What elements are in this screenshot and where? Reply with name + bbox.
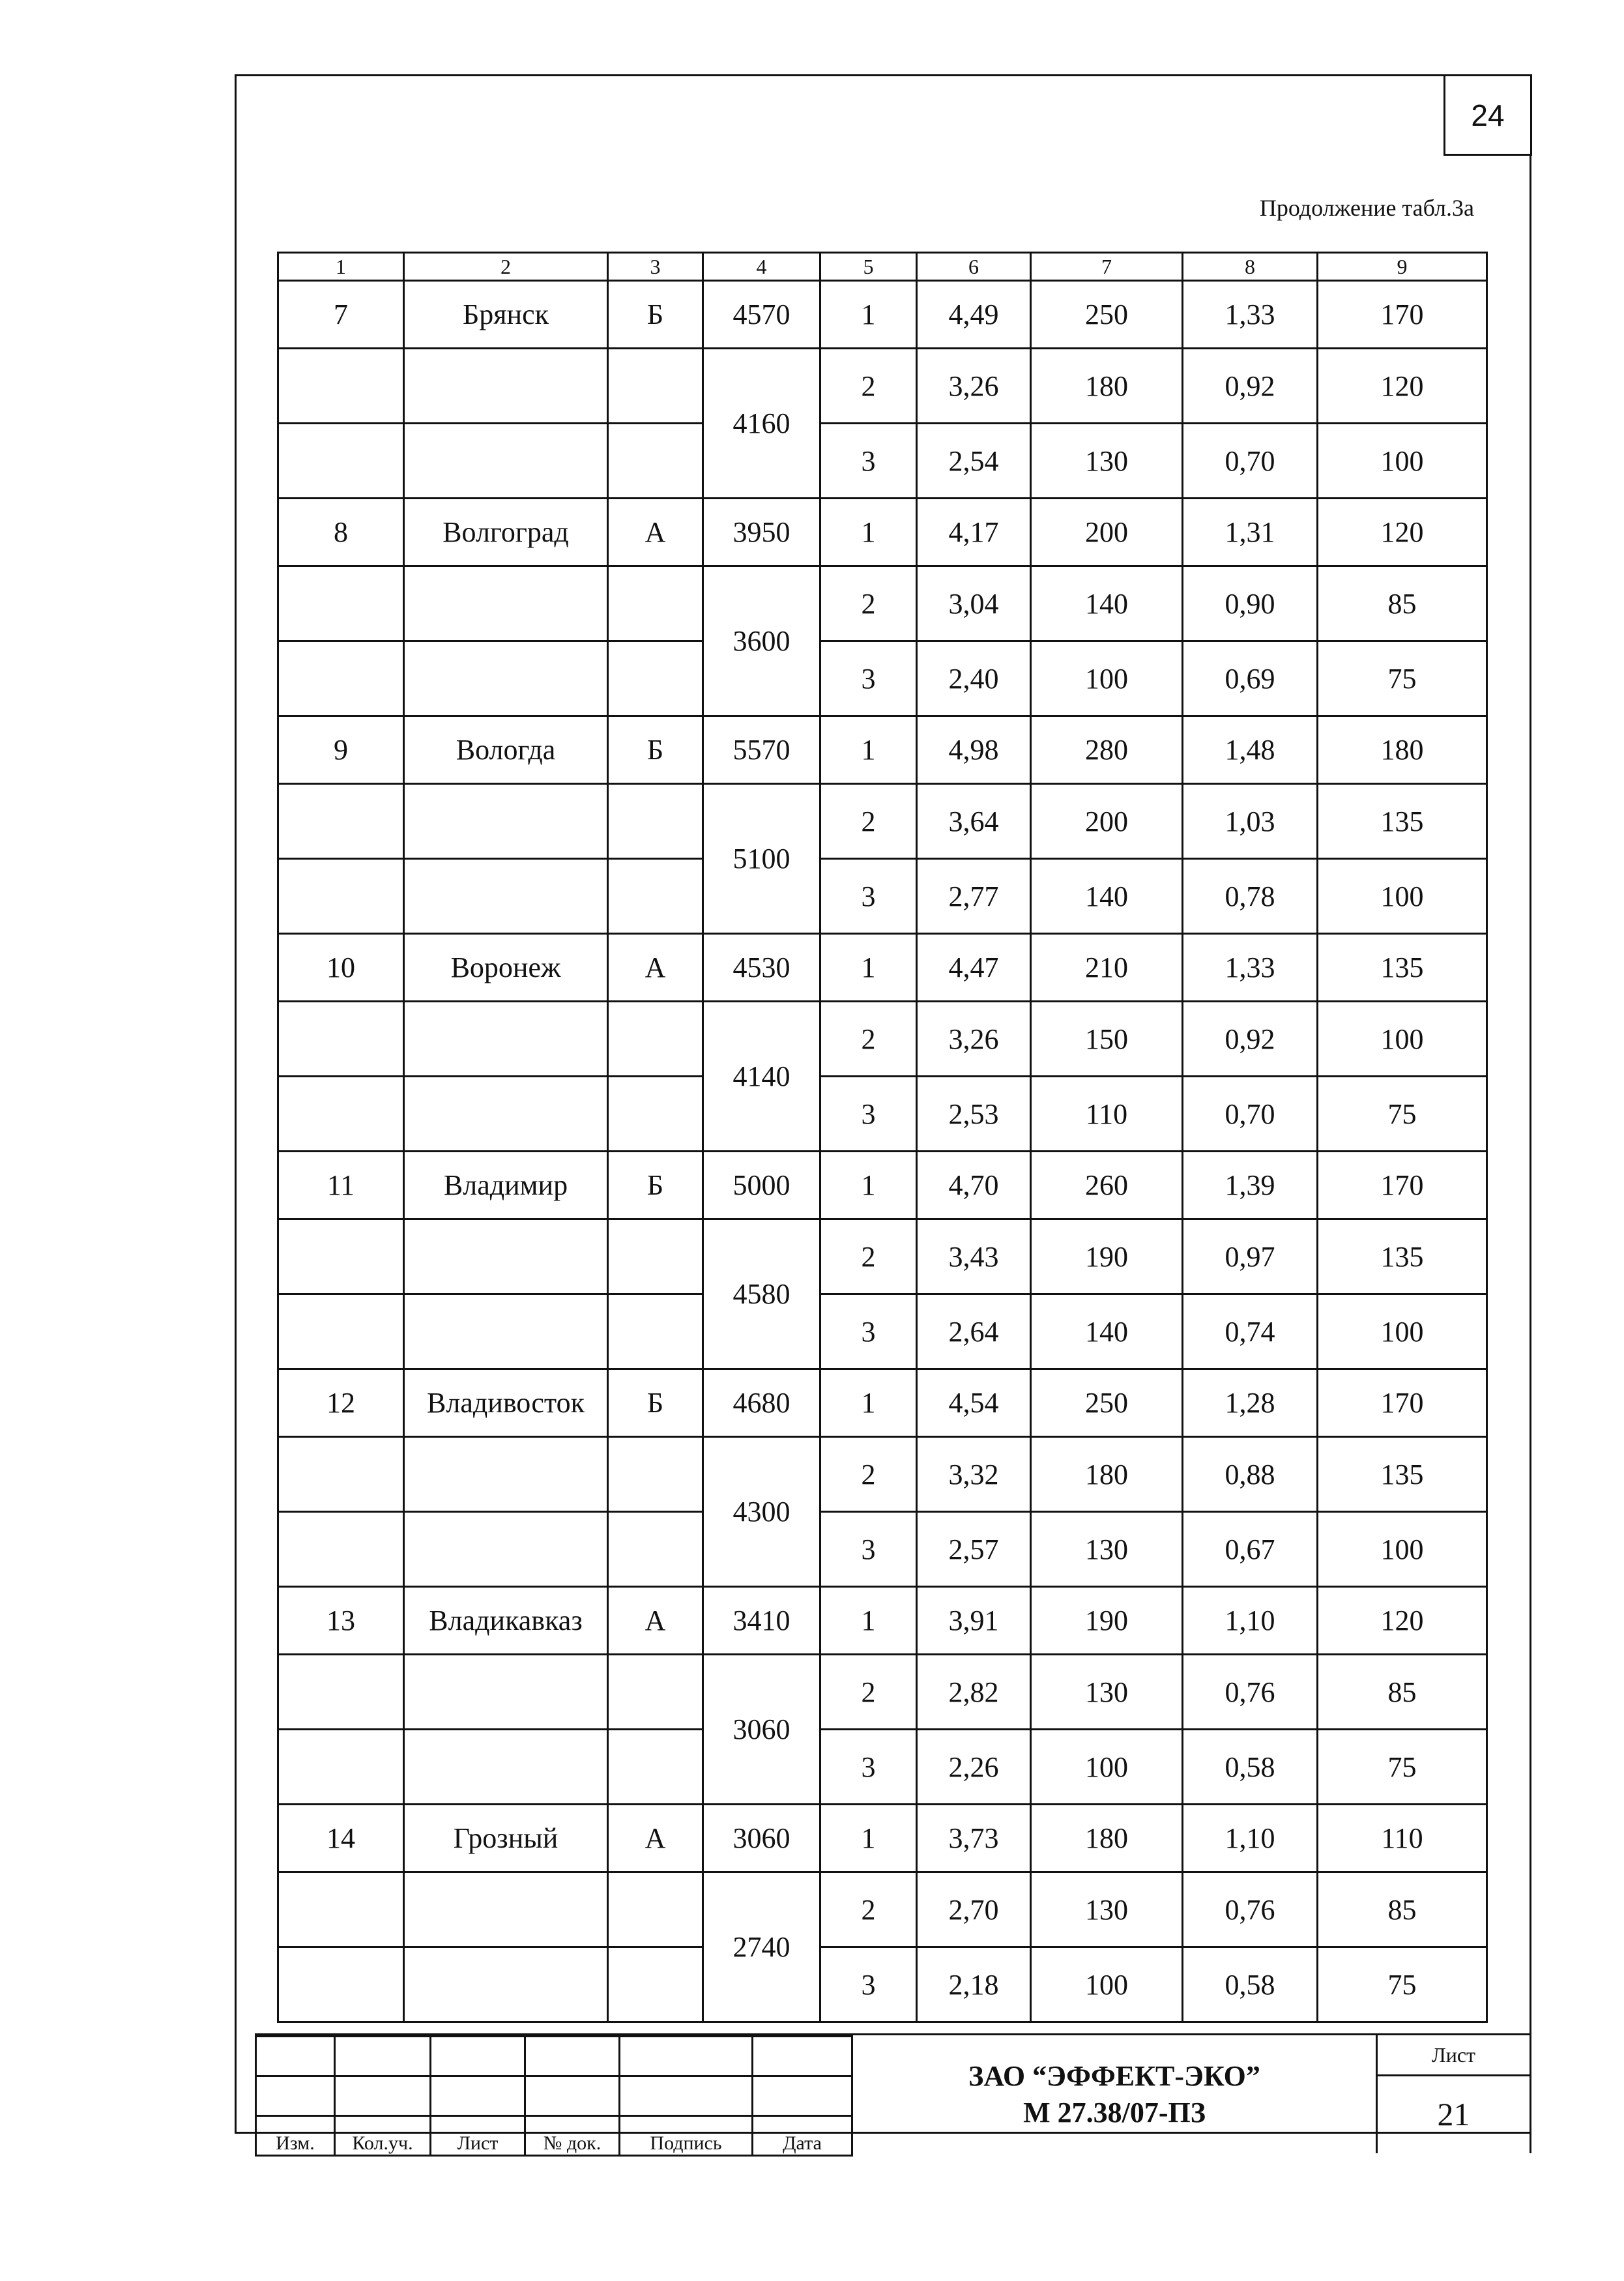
empty-cell: [404, 641, 608, 716]
mode-cell: 3: [820, 424, 917, 499]
empty-cell: [404, 1294, 608, 1369]
table-row: [278, 1805, 1487, 1872]
table-row: [278, 1369, 1487, 1437]
value-d-cell: 85: [1318, 1872, 1487, 1947]
value-d-cell: 170: [1318, 281, 1487, 349]
stamp-col-sheet: Лист: [431, 2116, 525, 2156]
row-number-cell: 7: [278, 281, 404, 349]
value-d-cell: 75: [1318, 641, 1487, 716]
mode-cell: 2: [820, 1655, 917, 1730]
empty-cell: [404, 784, 608, 859]
mode-cell: 2: [820, 566, 917, 641]
value-b-cell: 180: [1031, 1437, 1183, 1512]
value-a-cell: 2,26: [917, 1730, 1031, 1805]
mode-cell: 1: [820, 1805, 917, 1872]
row-number-cell: 13: [278, 1587, 404, 1655]
value-a-cell: 2,18: [917, 1947, 1031, 2022]
mode-cell: 2: [820, 784, 917, 859]
revision-grid: [255, 2035, 853, 2157]
zone-cell: А: [608, 499, 703, 566]
column-header: 3: [608, 253, 703, 281]
table-row: [278, 1437, 1487, 1512]
mode-cell: 3: [820, 1077, 917, 1152]
stamp-col-date: Дата: [753, 2116, 852, 2156]
table-row: [278, 1294, 1487, 1369]
table-row: [278, 934, 1487, 1002]
value-b-cell: 250: [1031, 281, 1183, 349]
zone-cell: Б: [608, 1152, 703, 1219]
empty-cell: [278, 349, 404, 424]
row-number-cell: 10: [278, 934, 404, 1002]
column-header: 1: [278, 253, 404, 281]
empty-cell: [608, 1947, 703, 2022]
degree-days-cell: 5000: [703, 1152, 820, 1219]
empty-cell: [278, 641, 404, 716]
mode-cell: 3: [820, 641, 917, 716]
row-number-cell: 9: [278, 716, 404, 784]
column-header: 7: [1031, 253, 1183, 281]
table-row: [278, 424, 1487, 499]
empty-cell: [404, 1002, 608, 1077]
empty-cell: [608, 1512, 703, 1587]
value-a-cell: 3,43: [917, 1219, 1031, 1294]
empty-cell: [608, 1437, 703, 1512]
table-row: [278, 499, 1487, 566]
sheet-label: Лист: [1378, 2035, 1530, 2076]
row-number-cell: 11: [278, 1152, 404, 1219]
stamp-col-signature: Подпись: [620, 2116, 753, 2156]
city-cell: Воронеж: [404, 934, 608, 1002]
degree-days-cell: 5100: [703, 784, 820, 934]
table-row: [278, 1587, 1487, 1655]
value-d-cell: 75: [1318, 1947, 1487, 2022]
stamp-col-count: Кол.уч.: [335, 2116, 431, 2156]
value-c-cell: 1,10: [1183, 1587, 1318, 1655]
value-d-cell: 100: [1318, 1512, 1487, 1587]
value-d-cell: 170: [1318, 1369, 1487, 1437]
degree-days-cell: 3410: [703, 1587, 820, 1655]
empty-cell: [608, 349, 703, 424]
value-c-cell: 0,70: [1183, 1077, 1318, 1152]
city-cell: Вологда: [404, 716, 608, 784]
value-b-cell: 130: [1031, 1512, 1183, 1587]
empty-cell: [608, 859, 703, 934]
value-b-cell: 180: [1031, 349, 1183, 424]
value-d-cell: 75: [1318, 1077, 1487, 1152]
empty-cell: [278, 424, 404, 499]
mode-cell: 1: [820, 1587, 917, 1655]
value-a-cell: 2,54: [917, 424, 1031, 499]
value-c-cell: 0,58: [1183, 1947, 1318, 2022]
value-a-cell: 2,64: [917, 1294, 1031, 1369]
degree-days-cell: 5570: [703, 716, 820, 784]
empty-cell: [608, 784, 703, 859]
company-name: ЗАО “ЭФФЕКТ-ЭКО”: [968, 2059, 1260, 2092]
value-b-cell: 180: [1031, 1805, 1183, 1872]
value-d-cell: 100: [1318, 1294, 1487, 1369]
empty-cell: [278, 1947, 404, 2022]
column-header: 9: [1318, 253, 1487, 281]
empty-cell: [278, 784, 404, 859]
empty-cell: [608, 1219, 703, 1294]
value-c-cell: 0,92: [1183, 1002, 1318, 1077]
value-d-cell: 180: [1318, 716, 1487, 784]
value-b-cell: 100: [1031, 1730, 1183, 1805]
value-a-cell: 3,73: [917, 1805, 1031, 1872]
empty-cell: [278, 1294, 404, 1369]
title-block: [255, 2033, 1531, 2153]
value-a-cell: 2,57: [917, 1512, 1031, 1587]
value-b-cell: 150: [1031, 1002, 1183, 1077]
column-header: 4: [703, 253, 820, 281]
mode-cell: 3: [820, 1730, 917, 1805]
mode-cell: 2: [820, 1872, 917, 1947]
value-d-cell: 110: [1318, 1805, 1487, 1872]
empty-cell: [278, 1655, 404, 1730]
zone-cell: Б: [608, 716, 703, 784]
value-d-cell: 135: [1318, 934, 1487, 1002]
mode-cell: 1: [820, 1369, 917, 1437]
empty-cell: [404, 349, 608, 424]
value-d-cell: 135: [1318, 1219, 1487, 1294]
value-c-cell: 1,48: [1183, 716, 1318, 784]
empty-cell: [608, 566, 703, 641]
empty-cell: [608, 1294, 703, 1369]
value-d-cell: 120: [1318, 349, 1487, 424]
value-c-cell: 0,76: [1183, 1872, 1318, 1947]
table-row: [278, 349, 1487, 424]
column-header-row: [278, 253, 1487, 281]
degree-days-cell: 2740: [703, 1872, 820, 2022]
sheet-number: 21: [1437, 2095, 1470, 2132]
table-row: [278, 1655, 1487, 1730]
empty-cell: [278, 1512, 404, 1587]
value-a-cell: 4,17: [917, 499, 1031, 566]
value-c-cell: 1,28: [1183, 1369, 1318, 1437]
degree-days-cell: 3950: [703, 499, 820, 566]
table-row: [278, 1152, 1487, 1219]
zone-cell: А: [608, 934, 703, 1002]
zone-cell: А: [608, 1805, 703, 1872]
empty-cell: [608, 1002, 703, 1077]
table-row: [278, 716, 1487, 784]
value-a-cell: 4,70: [917, 1152, 1031, 1219]
column-header: 8: [1183, 253, 1318, 281]
value-c-cell: 0,76: [1183, 1655, 1318, 1730]
empty-cell: [278, 1002, 404, 1077]
city-cell: Владивосток: [404, 1369, 608, 1437]
mode-cell: 2: [820, 1437, 917, 1512]
mode-cell: 3: [820, 1947, 917, 2022]
table-row: [278, 859, 1487, 934]
table-row: [278, 566, 1487, 641]
value-b-cell: 200: [1031, 784, 1183, 859]
value-c-cell: 1,03: [1183, 784, 1318, 859]
value-a-cell: 2,40: [917, 641, 1031, 716]
degree-days-cell: 4530: [703, 934, 820, 1002]
city-cell: Волгоград: [404, 499, 608, 566]
degree-days-cell: 3060: [703, 1655, 820, 1805]
empty-cell: [404, 424, 608, 499]
zone-cell: А: [608, 1587, 703, 1655]
value-d-cell: 100: [1318, 1002, 1487, 1077]
empty-cell: [278, 1437, 404, 1512]
mode-cell: 2: [820, 349, 917, 424]
value-b-cell: 130: [1031, 424, 1183, 499]
value-c-cell: 1,33: [1183, 934, 1318, 1002]
value-b-cell: 130: [1031, 1872, 1183, 1947]
value-d-cell: 75: [1318, 1730, 1487, 1805]
table-continuation-label: Продолжение табл.3а: [1259, 195, 1474, 221]
degree-days-cell: 4160: [703, 349, 820, 499]
value-c-cell: 0,90: [1183, 566, 1318, 641]
column-header: 6: [917, 253, 1031, 281]
mode-cell: 3: [820, 1294, 917, 1369]
empty-cell: [278, 859, 404, 934]
value-c-cell: 0,74: [1183, 1294, 1318, 1369]
degree-days-cell: 3060: [703, 1805, 820, 1872]
value-b-cell: 130: [1031, 1655, 1183, 1730]
value-b-cell: 210: [1031, 934, 1183, 1002]
degree-days-cell: 4680: [703, 1369, 820, 1437]
value-d-cell: 100: [1318, 424, 1487, 499]
value-c-cell: 1,39: [1183, 1152, 1318, 1219]
value-c-cell: 0,92: [1183, 349, 1318, 424]
value-a-cell: 3,64: [917, 784, 1031, 859]
mode-cell: 2: [820, 1219, 917, 1294]
table-row: [278, 1077, 1487, 1152]
value-b-cell: 250: [1031, 1369, 1183, 1437]
table-row: [278, 641, 1487, 716]
value-a-cell: 2,82: [917, 1655, 1031, 1730]
empty-cell: [404, 859, 608, 934]
value-d-cell: 135: [1318, 1437, 1487, 1512]
empty-cell: [404, 1437, 608, 1512]
table-row: [278, 1947, 1487, 2022]
empty-cell: [278, 1872, 404, 1947]
value-d-cell: 85: [1318, 1655, 1487, 1730]
value-a-cell: 4,47: [917, 934, 1031, 1002]
degree-days-cell: 4300: [703, 1437, 820, 1587]
value-d-cell: 170: [1318, 1152, 1487, 1219]
empty-cell: [404, 1219, 608, 1294]
mode-cell: 2: [820, 1002, 917, 1077]
mode-cell: 1: [820, 716, 917, 784]
city-cell: Грозный: [404, 1805, 608, 1872]
mode-cell: 1: [820, 1152, 917, 1219]
mode-cell: 1: [820, 934, 917, 1002]
data-table: [277, 252, 1488, 2023]
value-d-cell: 135: [1318, 784, 1487, 859]
value-a-cell: 4,49: [917, 281, 1031, 349]
table-row: [278, 1219, 1487, 1294]
company-block: [851, 2035, 1378, 2153]
empty-cell: [404, 1077, 608, 1152]
value-d-cell: 85: [1318, 566, 1487, 641]
row-number-cell: 8: [278, 499, 404, 566]
value-a-cell: 3,26: [917, 349, 1031, 424]
value-a-cell: 3,32: [917, 1437, 1031, 1512]
empty-cell: [404, 1655, 608, 1730]
empty-cell: [404, 1512, 608, 1587]
value-b-cell: 140: [1031, 566, 1183, 641]
value-b-cell: 200: [1031, 499, 1183, 566]
empty-cell: [608, 1077, 703, 1152]
empty-cell: [608, 1872, 703, 1947]
table-row: [278, 784, 1487, 859]
empty-cell: [404, 566, 608, 641]
value-a-cell: 2,70: [917, 1872, 1031, 1947]
stamp-col-change: Изм.: [256, 2116, 335, 2156]
value-b-cell: 260: [1031, 1152, 1183, 1219]
value-c-cell: 1,33: [1183, 281, 1318, 349]
degree-days-cell: 3600: [703, 566, 820, 716]
table-row: [278, 1872, 1487, 1947]
value-a-cell: 3,04: [917, 566, 1031, 641]
value-b-cell: 190: [1031, 1587, 1183, 1655]
empty-cell: [608, 1730, 703, 1805]
column-header: 5: [820, 253, 917, 281]
zone-cell: Б: [608, 281, 703, 349]
value-d-cell: 120: [1318, 499, 1487, 566]
value-b-cell: 140: [1031, 859, 1183, 934]
value-c-cell: 0,70: [1183, 424, 1318, 499]
value-b-cell: 190: [1031, 1219, 1183, 1294]
zone-cell: Б: [608, 1369, 703, 1437]
city-cell: Владикавказ: [404, 1587, 608, 1655]
value-b-cell: 110: [1031, 1077, 1183, 1152]
empty-cell: [608, 641, 703, 716]
degree-days-cell: 4140: [703, 1002, 820, 1152]
value-b-cell: 280: [1031, 716, 1183, 784]
table-row: [278, 1002, 1487, 1077]
value-c-cell: 0,97: [1183, 1219, 1318, 1294]
value-b-cell: 100: [1031, 641, 1183, 716]
value-d-cell: 100: [1318, 859, 1487, 934]
value-a-cell: 3,26: [917, 1002, 1031, 1077]
table-row: [278, 1730, 1487, 1805]
value-c-cell: 1,10: [1183, 1805, 1318, 1872]
empty-cell: [278, 566, 404, 641]
value-c-cell: 0,88: [1183, 1437, 1318, 1512]
value-a-cell: 4,98: [917, 716, 1031, 784]
empty-cell: [608, 424, 703, 499]
document-code: М 27.38/07-ПЗ: [1023, 2096, 1206, 2128]
mode-cell: 3: [820, 1512, 917, 1587]
city-cell: Владимир: [404, 1152, 608, 1219]
column-header: 2: [404, 253, 608, 281]
row-number-cell: 14: [278, 1805, 404, 1872]
empty-cell: [404, 1730, 608, 1805]
table-row: [278, 281, 1487, 349]
value-c-cell: 1,31: [1183, 499, 1318, 566]
empty-cell: [278, 1077, 404, 1152]
empty-cell: [278, 1219, 404, 1294]
mode-cell: 1: [820, 281, 917, 349]
city-cell: Брянск: [404, 281, 608, 349]
mode-cell: 1: [820, 499, 917, 566]
empty-cell: [404, 1872, 608, 1947]
empty-cell: [278, 1730, 404, 1805]
value-b-cell: 140: [1031, 1294, 1183, 1369]
value-d-cell: 120: [1318, 1587, 1487, 1655]
stamp-col-doc: № док.: [525, 2116, 620, 2156]
value-a-cell: 2,77: [917, 859, 1031, 934]
value-b-cell: 100: [1031, 1947, 1183, 2022]
page-number: 24: [1443, 74, 1532, 156]
empty-cell: [404, 1947, 608, 2022]
value-c-cell: 0,78: [1183, 859, 1318, 934]
row-number-cell: 12: [278, 1369, 404, 1437]
degree-days-cell: 4580: [703, 1219, 820, 1369]
mode-cell: 3: [820, 859, 917, 934]
value-a-cell: 3,91: [917, 1587, 1031, 1655]
table-row: [278, 1512, 1487, 1587]
value-c-cell: 0,58: [1183, 1730, 1318, 1805]
value-a-cell: 2,53: [917, 1077, 1031, 1152]
degree-days-cell: 4570: [703, 281, 820, 349]
value-a-cell: 4,54: [917, 1369, 1031, 1437]
empty-cell: [608, 1655, 703, 1730]
value-c-cell: 0,69: [1183, 641, 1318, 716]
value-c-cell: 0,67: [1183, 1512, 1318, 1587]
sheet-box: [1378, 2035, 1531, 2153]
